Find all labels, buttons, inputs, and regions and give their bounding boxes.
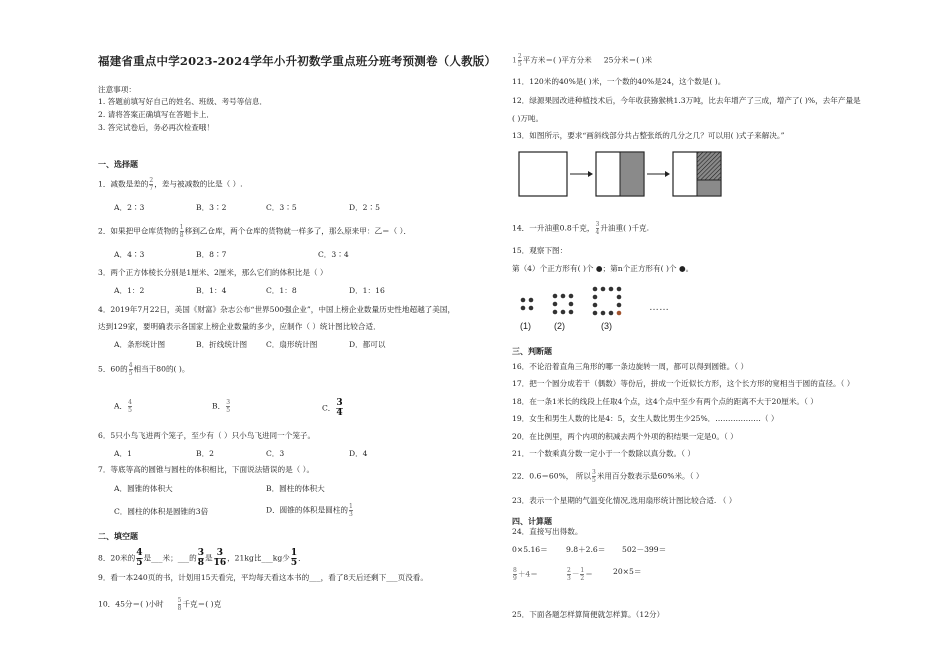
hatched-part bbox=[697, 152, 721, 180]
option: B．8∶7 bbox=[196, 250, 227, 259]
option: B．3∶2 bbox=[196, 203, 227, 212]
calc-item: $\frac{2}{3}$ － $\frac{1}{2}$ ＝ bbox=[567, 567, 593, 582]
fraction: $\frac{1}{8}$ bbox=[179, 224, 184, 239]
fraction: $\frac{4}{5}$ bbox=[128, 362, 133, 377]
option: A．1：2 bbox=[114, 286, 145, 295]
option: D．圆锥的体积是圆柱的 $\frac{1}{3}$ bbox=[266, 503, 353, 518]
option: C．1：8 bbox=[266, 286, 297, 295]
page-title: 福建省重点中学2023-2024学年小升初数学重点班分班考预测卷（人教版） bbox=[98, 54, 497, 68]
fraction: $\frac{3}{5}$ bbox=[592, 469, 596, 484]
calc-item: 20×5＝ bbox=[613, 567, 642, 576]
option: A． $\frac{4}{5}$ bbox=[114, 399, 132, 414]
question-15: 15．观察下图： bbox=[512, 246, 568, 255]
calc-item: 502－399＝ bbox=[622, 545, 667, 554]
question-11: 11．120米的40%是( )米，一个数的40%是24，这个数是( )。 bbox=[512, 77, 726, 86]
option: A．4∶3 bbox=[114, 250, 145, 259]
option: C．3 bbox=[266, 449, 285, 458]
question-14: 14．一升油重0.8千克， $\frac{3}{4}$ 升油重( )千克. bbox=[512, 221, 650, 236]
paper-fraction-figure bbox=[518, 150, 748, 198]
fraction: $\frac{4}{5}$ bbox=[136, 548, 143, 568]
calc-item: 9.8＋2.6＝ bbox=[566, 545, 606, 554]
fraction: $\frac{2}{7}$ bbox=[149, 177, 154, 192]
dot-label: (1) bbox=[520, 321, 531, 331]
section-heading-calc: 四、计算题 bbox=[512, 516, 552, 526]
fraction: $\frac{3}{8}$ bbox=[197, 548, 204, 568]
shaded-half bbox=[620, 152, 644, 196]
fraction: $\frac{3}{4}$ bbox=[336, 398, 343, 418]
question-4-line1: 4．2019年7月22日，美国《财富》杂志公布“世界500强企业”，中国上榜企业数量历史性地超越了美国， bbox=[98, 305, 456, 314]
fraction: $\frac{4}{5}$ bbox=[128, 399, 132, 414]
note-item: 2. 请将答案正确填写在答题卡上． bbox=[98, 110, 214, 119]
fraction: $\frac{1}{2}$ bbox=[580, 567, 585, 582]
question-2: 2．如果把甲仓库货物的 $\frac{1}{8}$ 移到乙仓库，两个仓库的货物就一样多了，那么原来甲：乙＝（ ）． bbox=[98, 224, 412, 239]
question-10: 10．45分＝( )小时 $\frac{5}{8}$ 千克＝( )克 bbox=[98, 597, 222, 612]
question-15-line2: 第（4）个正方形有( )个 ●；第n个正方形有( )个 ●。 bbox=[512, 264, 694, 273]
dot-ellipsis: …… bbox=[649, 302, 669, 313]
arrow-1-head bbox=[588, 171, 593, 177]
fraction: $\frac{1}{3}$ bbox=[349, 503, 353, 518]
option: C．3∶5 bbox=[266, 203, 297, 212]
fraction: $\frac{2}{5}$ bbox=[517, 53, 522, 68]
note-item: 1. 答题前填写好自己的姓名、班级、考号等信息． bbox=[98, 97, 268, 106]
question-19: 19．女生和男生人数的比是4：5，女生人数比男生少25%．………………（ ） bbox=[512, 414, 779, 423]
fraction: $\frac{5}{8}$ bbox=[177, 597, 182, 612]
dot-label: (3) bbox=[601, 321, 612, 331]
option: D．1：16 bbox=[349, 286, 385, 295]
option: C．3∶4 bbox=[318, 250, 349, 259]
notes-heading: 注意事项： bbox=[98, 85, 136, 94]
fraction: $\frac{2}{3}$ bbox=[567, 567, 571, 582]
question-1: 1．减数是差的 $\frac{2}{7}$ ，差与被减数的比是（ ）. bbox=[98, 177, 243, 192]
option: A．圆锥的体积大 bbox=[114, 484, 173, 493]
question-8: 8．20米的 $\frac{4}{5}$ 是___米；___的 $\frac{3}{8}$ 是 $\frac{3}{16}$ ，21kg比___kg少 $\frac{1}{5}$ ． bbox=[98, 548, 306, 568]
calc-item: $\frac{8}{9}$ ＋4＝ bbox=[513, 567, 538, 582]
question-10-cont: 1 $\frac{2}{5}$ 平方米＝( )平方分米 25分米＝( )米 bbox=[512, 53, 653, 68]
option: D．4 bbox=[349, 449, 368, 458]
section-heading-choice: 一、选择题 bbox=[98, 159, 138, 169]
option: B． $\frac{3}{5}$ bbox=[212, 399, 231, 414]
dot-pattern-figure bbox=[519, 284, 689, 334]
question-5: 5．60的 $\frac{4}{5}$ 相当于80的( )。 bbox=[98, 362, 190, 377]
fraction: $\frac{3}{16}$ bbox=[213, 548, 227, 568]
dot-label: (2) bbox=[554, 321, 565, 331]
fraction: $\frac{1}{5}$ bbox=[290, 548, 298, 568]
question-13: 13．如图所示，要求“画斜线部分共占整张纸的几分之几？可以用( )式子来解决。” bbox=[512, 131, 785, 140]
section-heading-fill: 二、填空题 bbox=[98, 531, 138, 541]
option: B．2 bbox=[196, 449, 215, 458]
option: A．条形统计图 bbox=[114, 340, 166, 349]
question-3: 3．两个正方体棱长分别是1厘米、2厘米，那么它们的体积比是（ ） bbox=[98, 268, 328, 277]
note-item: 3. 答完试卷后，务必再次检查哦！ bbox=[98, 123, 214, 132]
option: D．2∶5 bbox=[349, 203, 380, 212]
fraction: $\frac{3}{4}$ bbox=[595, 221, 600, 236]
question-6: 6．5只小鸟飞进两个笼子，至少有（ ）只小鸟飞进同一个笼子。 bbox=[98, 431, 316, 440]
question-7: 7．等底等高的圆锥与圆柱的体积相比，下面说法错误的是（ ）。 bbox=[98, 465, 315, 474]
question-23: 23．表示一个星期的气温变化情况,选用扇形统计图比较合适. （ ） bbox=[512, 496, 737, 505]
option: B．圆柱的体积大 bbox=[266, 484, 325, 493]
option: B．1：4 bbox=[196, 286, 227, 295]
question-25: 25．下面各题怎样算简便就怎样算。（12分） bbox=[512, 610, 665, 619]
question-21: 21．一个数乘真分数一定小于一个数除以真分数。（ ） bbox=[512, 449, 695, 458]
question-22: 22．0.6＝60%， 所以 $\frac{3}{5}$ 米用百分数表示是60%米。（ ） bbox=[512, 469, 704, 484]
fraction: $\frac{3}{5}$ bbox=[226, 399, 231, 414]
question-4-line2: 达到129家，要明确表示各国家上榜企业数量的多少，应制作（ ）统计图比较合适． bbox=[98, 322, 381, 331]
question-24: 24．直接写出得数。 bbox=[512, 527, 583, 536]
option: A．1 bbox=[114, 449, 132, 458]
option: C．圆柱的体积是圆锥的3倍 bbox=[114, 507, 209, 516]
question-16: 16．不论沿着直角三角形的哪一条边旋转一周，都可以得到圆锥。（ ） bbox=[512, 362, 749, 371]
option: B．折线统计图 bbox=[196, 340, 248, 349]
option: D．都可以 bbox=[349, 340, 386, 349]
question-17: 17．把一个圆分成若干（偶数）等份后，拼成一个近似长方形，这个长方形的宽相当于圆的直径。（ ） bbox=[512, 379, 855, 388]
question-20: 20．在比例里，两个内项的积减去两个外项的积结果一定是0。（ ） bbox=[512, 432, 738, 441]
question-9: 9．看一本240页的书，计划用15天看完，平均每天看这本书的___，看了8天后还剩下___页没看。 bbox=[98, 573, 428, 582]
whole-paper-square bbox=[519, 152, 567, 196]
question-12-line2: ( )万吨。 bbox=[512, 114, 544, 123]
section-heading-judge: 三、判断题 bbox=[512, 346, 552, 356]
option: A．2∶3 bbox=[114, 203, 145, 212]
option: C． $\frac{3}{4}$ bbox=[322, 398, 343, 418]
question-18: 18．在一条1米长的线段上任取4个点，这4个点中至少有两个点的距离不大于20厘米。（ ） bbox=[512, 397, 818, 406]
option: C．扇形统计图 bbox=[266, 340, 318, 349]
fraction: $\frac{8}{9}$ bbox=[513, 567, 517, 582]
question-12-line1: 12．绿源果园改进种植技术后，今年收获猕猴桃1.3万吨，比去年增产了三成，增产了( )%，去年产量是 bbox=[512, 96, 861, 105]
arrow-2-head bbox=[665, 171, 670, 177]
calc-item: 0×5.16＝ bbox=[512, 545, 548, 554]
